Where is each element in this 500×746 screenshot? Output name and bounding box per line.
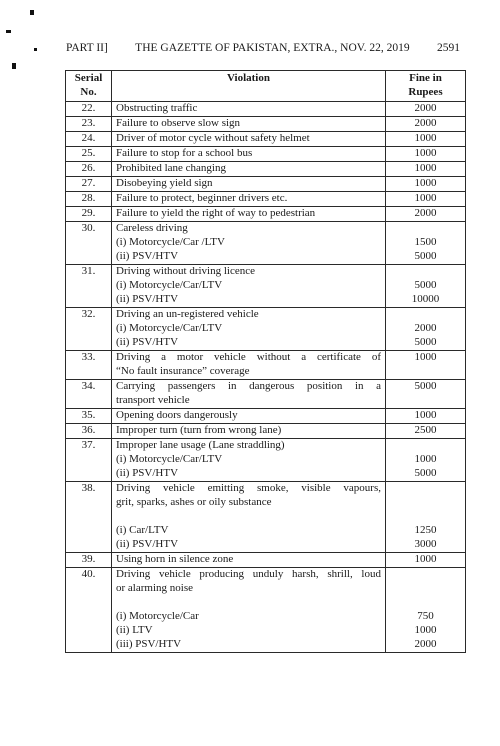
table-body xyxy=(66,102,466,653)
column-header-serial xyxy=(66,71,112,102)
violation-text: (i) Motorcycle/Car/LTV xyxy=(116,322,223,334)
violation-text: Improper lane usage (Lane straddling) xyxy=(116,439,285,451)
fine-amount: 1000 xyxy=(414,409,437,421)
violation-text: Carrying passengers in dangerous position in a xyxy=(116,380,381,392)
violation-cell xyxy=(112,207,386,222)
fine-cell xyxy=(386,568,466,653)
fine-cell xyxy=(386,351,466,380)
table-row xyxy=(66,117,466,132)
table-row xyxy=(66,207,466,222)
violation-text: Failure to yield the right of way to pedestrian xyxy=(116,207,316,219)
serial-number: 23. xyxy=(81,117,96,129)
fine-amount xyxy=(390,482,461,496)
serial-cell xyxy=(66,409,112,424)
violation-cell xyxy=(112,351,386,380)
serial-number: 25. xyxy=(81,147,96,159)
serial-cell xyxy=(66,380,112,409)
table-row xyxy=(66,265,466,308)
serial-cell xyxy=(66,308,112,351)
violation-text: transport vehicle xyxy=(116,394,190,406)
fine-amount xyxy=(390,365,461,379)
violation-text xyxy=(116,596,381,610)
serial-number: 38. xyxy=(81,482,96,494)
scan-speck xyxy=(6,30,11,33)
serial-cell xyxy=(66,568,112,653)
fine-amount xyxy=(390,394,461,408)
violation-text: (iii) PSV/HTV xyxy=(116,638,182,650)
fine-cell xyxy=(386,147,466,162)
table-header-row xyxy=(66,71,466,102)
serial-number: 33. xyxy=(81,351,96,363)
violation-cell xyxy=(112,409,386,424)
serial-number: 29. xyxy=(81,207,96,219)
column-header-line: No. xyxy=(80,86,97,98)
violation-text: Failure to protect, beginner drivers etc. xyxy=(116,192,288,204)
violation-cell xyxy=(112,380,386,409)
table-row xyxy=(66,351,466,380)
fine-amount xyxy=(390,582,461,596)
fine-amount: 2000 xyxy=(414,117,437,129)
scan-speck xyxy=(30,10,34,15)
violation-text: (ii) PSV/HTV xyxy=(116,538,179,550)
table-row xyxy=(66,222,466,265)
violation-text: (ii) PSV/HTV xyxy=(116,293,179,305)
serial-number: 30. xyxy=(81,222,96,234)
fine-amount: 5000 xyxy=(414,467,437,479)
violation-text: Driving vehicle producing unduly harsh, shrill, loud xyxy=(116,568,381,580)
fine-cell xyxy=(386,553,466,568)
serial-number: 26. xyxy=(81,162,96,174)
fine-cell xyxy=(386,207,466,222)
fine-cell xyxy=(386,265,466,308)
serial-cell xyxy=(66,192,112,207)
violation-text: Failure to observe slow sign xyxy=(116,117,241,129)
fine-amount: 1000 xyxy=(414,453,437,465)
violation-cell xyxy=(112,192,386,207)
fine-cell xyxy=(386,409,466,424)
fine-cell xyxy=(386,132,466,147)
violation-text: (i) Motorcycle/Car /LTV xyxy=(116,236,225,248)
violation-text: Careless driving xyxy=(116,222,188,234)
table-row xyxy=(66,380,466,409)
serial-cell xyxy=(66,177,112,192)
violation-text: or alarming noise xyxy=(116,582,193,594)
serial-cell xyxy=(66,265,112,308)
fine-cell xyxy=(386,380,466,409)
page-number: 2591 xyxy=(436,42,460,54)
table-row xyxy=(66,177,466,192)
violation-text: Improper turn (turn from wrong lane) xyxy=(116,424,282,436)
violation-cell xyxy=(112,439,386,482)
scan-speck xyxy=(34,48,37,51)
fine-cell xyxy=(386,102,466,117)
fine-amount xyxy=(390,222,461,236)
table-row xyxy=(66,482,466,553)
violation-text: Opening doors dangerously xyxy=(116,409,238,421)
serial-cell xyxy=(66,147,112,162)
fine-amount: 1250 xyxy=(414,524,437,536)
serial-cell xyxy=(66,351,112,380)
fine-amount: 5000 xyxy=(414,250,437,262)
table-row xyxy=(66,553,466,568)
violation-cell xyxy=(112,177,386,192)
violation-text: Driver of motor cycle without safety helmet xyxy=(116,132,310,144)
violation-text: (ii) PSV/HTV xyxy=(116,250,179,262)
violation-text: Prohibited lane changing xyxy=(116,162,226,174)
violation-text: Failure to stop for a school bus xyxy=(116,147,253,159)
fines-table xyxy=(65,70,466,653)
table-row xyxy=(66,424,466,439)
fine-amount: 1000 xyxy=(414,132,437,144)
fine-amount xyxy=(390,510,461,524)
table-row xyxy=(66,162,466,177)
fine-amount: 10000 xyxy=(411,293,440,305)
page-header xyxy=(66,42,460,58)
column-header-line: Violation xyxy=(227,72,270,84)
fine-amount xyxy=(390,439,461,453)
fine-amount: 1500 xyxy=(414,236,437,248)
violation-cell xyxy=(112,568,386,653)
fine-amount: 750 xyxy=(417,610,434,622)
violation-text: (i) Motorcycle/Car xyxy=(116,610,199,622)
fine-amount xyxy=(390,265,461,279)
serial-cell xyxy=(66,482,112,553)
serial-number: 37. xyxy=(81,439,96,451)
violation-text: (i) Motorcycle/Car/LTV xyxy=(116,453,223,465)
serial-number: 28. xyxy=(81,192,96,204)
violation-cell xyxy=(112,132,386,147)
violation-text: (ii) PSV/HTV xyxy=(116,467,179,479)
fine-cell xyxy=(386,482,466,553)
violation-text: (i) Motorcycle/Car/LTV xyxy=(116,279,223,291)
fine-cell xyxy=(386,177,466,192)
fine-amount: 2500 xyxy=(414,424,437,436)
serial-cell xyxy=(66,207,112,222)
table-row xyxy=(66,132,466,147)
fine-amount: 5000 xyxy=(414,336,437,348)
violation-cell xyxy=(112,222,386,265)
fine-cell xyxy=(386,192,466,207)
serial-cell xyxy=(66,117,112,132)
gazette-title: THE GAZETTE OF PAKISTAN, EXTRA., NOV. 22, 2019 xyxy=(135,42,410,54)
scan-speck xyxy=(12,63,16,69)
table-row xyxy=(66,102,466,117)
part-label: PART II] xyxy=(66,42,108,54)
violation-text: (ii) LTV xyxy=(116,624,153,636)
fine-amount: 1000 xyxy=(414,162,437,174)
fine-amount: 2000 xyxy=(414,638,437,650)
serial-cell xyxy=(66,553,112,568)
fine-amount: 3000 xyxy=(414,538,437,550)
column-header-line: Fine in xyxy=(409,72,442,84)
violation-text: Driving without driving licence xyxy=(116,265,255,277)
fine-amount: 1000 xyxy=(414,147,437,159)
serial-number: 22. xyxy=(81,102,96,114)
fine-amount: 2000 xyxy=(414,322,437,334)
fine-amount: 2000 xyxy=(414,102,437,114)
violation-cell xyxy=(112,147,386,162)
violation-text: Driving an un-registered vehicle xyxy=(116,308,259,320)
fine-amount xyxy=(390,308,461,322)
fine-cell xyxy=(386,308,466,351)
violation-cell xyxy=(112,265,386,308)
fine-cell xyxy=(386,439,466,482)
serial-cell xyxy=(66,222,112,265)
serial-number: 40. xyxy=(81,568,96,580)
fine-amount: 1000 xyxy=(414,624,437,636)
serial-number: 24. xyxy=(81,132,96,144)
table-row xyxy=(66,568,466,653)
serial-number: 35. xyxy=(81,409,96,421)
serial-cell xyxy=(66,439,112,482)
serial-number: 32. xyxy=(81,308,96,320)
fine-amount xyxy=(390,496,461,510)
fine-amount: 5000 xyxy=(414,380,437,392)
fine-cell xyxy=(386,162,466,177)
violation-text: Driving a motor vehicle without a certificate of xyxy=(116,351,381,363)
fine-amount: 2000 xyxy=(414,207,437,219)
fine-amount: 1000 xyxy=(414,351,437,363)
violation-text: Using horn in silence zone xyxy=(116,553,234,565)
fine-amount: 1000 xyxy=(414,177,437,189)
serial-cell xyxy=(66,424,112,439)
violation-cell xyxy=(112,102,386,117)
fine-amount xyxy=(390,568,461,582)
serial-number: 34. xyxy=(81,380,96,392)
fine-cell xyxy=(386,222,466,265)
serial-cell xyxy=(66,162,112,177)
violation-text: “No fault insurance” coverage xyxy=(116,365,250,377)
fine-cell xyxy=(386,117,466,132)
violation-text xyxy=(116,510,381,524)
serial-number: 31. xyxy=(81,265,96,277)
serial-number: 27. xyxy=(81,177,96,189)
fine-amount: 1000 xyxy=(414,192,437,204)
fine-amount xyxy=(390,596,461,610)
violation-text: grit, sparks, ashes or oily substance xyxy=(116,496,272,508)
violation-text: (i) Car/LTV xyxy=(116,524,169,536)
violation-cell xyxy=(112,117,386,132)
fine-amount: 1000 xyxy=(414,553,437,565)
violation-text: Obstructing traffic xyxy=(116,102,198,114)
serial-number: 39. xyxy=(81,553,96,565)
table-row xyxy=(66,308,466,351)
table-row xyxy=(66,192,466,207)
table-row xyxy=(66,147,466,162)
fine-cell xyxy=(386,424,466,439)
column-header-line: Serial xyxy=(74,72,103,84)
violation-text: Driving vehicle emitting smoke, visible vapours, xyxy=(116,482,381,494)
serial-cell xyxy=(66,102,112,117)
violation-cell xyxy=(112,482,386,553)
violation-cell xyxy=(112,424,386,439)
violation-text: (ii) PSV/HTV xyxy=(116,336,179,348)
fine-amount: 5000 xyxy=(414,279,437,291)
serial-number: 36. xyxy=(81,424,96,436)
violation-cell xyxy=(112,162,386,177)
column-header-line: Rupees xyxy=(408,86,443,98)
column-header-violation xyxy=(112,71,386,102)
violation-cell xyxy=(112,308,386,351)
violation-cell xyxy=(112,553,386,568)
serial-cell xyxy=(66,132,112,147)
violation-text: Disobeying yield sign xyxy=(116,177,213,189)
table-row xyxy=(66,439,466,482)
column-header-fine xyxy=(386,71,466,102)
table-row xyxy=(66,409,466,424)
